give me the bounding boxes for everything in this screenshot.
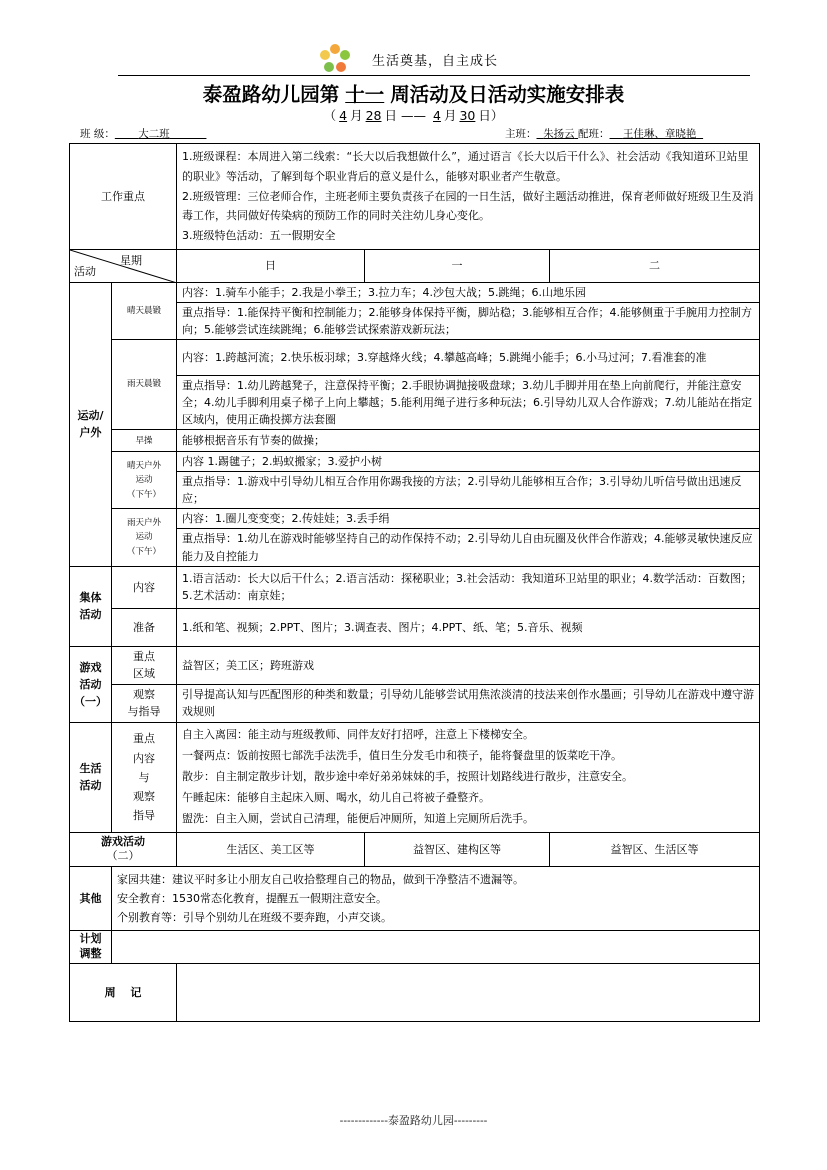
weekly-note-label: 周 记 bbox=[70, 963, 177, 1021]
end-day: 30 bbox=[459, 108, 476, 123]
end-month: 4 bbox=[432, 108, 441, 123]
lead-name: 朱扬云 bbox=[543, 128, 575, 140]
game1-label-line: （一） bbox=[74, 694, 107, 708]
rainy-afternoon-content: 内容：1.圈儿变变变；2.传娃娃；3.丢手绢 bbox=[177, 509, 760, 529]
header-divider bbox=[118, 75, 750, 76]
game2-cell-2: 益智区、生活区等 bbox=[550, 832, 760, 866]
week-number: 十一 bbox=[345, 83, 385, 106]
game2-cell-1: 益智区、建构区等 bbox=[365, 832, 550, 866]
work-focus-label: 工作重点 bbox=[70, 144, 177, 250]
game1-guide-label-line: 与指导 bbox=[127, 705, 161, 719]
game1-guide-label-line: 观察 bbox=[133, 687, 155, 701]
life-item: 一餐两点：饭前按照七部洗手法洗手，值日生分发毛巾和筷子，能将餐盘里的饭菜吃干净。 bbox=[182, 749, 622, 763]
game1-area-label bbox=[112, 646, 177, 684]
activity-label: 活动 bbox=[74, 264, 96, 278]
life-sub-label-line: 重点 bbox=[133, 732, 155, 746]
sunny-afternoon-label bbox=[112, 452, 177, 509]
life-label-line: 生活 bbox=[79, 762, 102, 776]
sunny-morning-label: 晴天晨锻 bbox=[112, 283, 177, 340]
other-item: 个别教育等：引导个别幼儿在班级不要奔跑，小声交谈。 bbox=[117, 911, 392, 925]
game1-guide: 引导提高认知与匹配图形的种类和数量；引导幼儿能够尝试用焦浓淡清的技法来创作水墨画；引导幼儿在游戏中遵守游戏规则 bbox=[177, 684, 760, 722]
sunny-afternoon-label-line: 运动 bbox=[135, 475, 153, 486]
end-month-label: 月 bbox=[443, 108, 457, 123]
game2-label-line: 游戏活动 bbox=[101, 834, 145, 848]
work-focus-item: 2.班级管理：三位老师合作，主班老师主要负责孩子在园的一日生活，做好主题活动推进，保育老师做好班级卫生及消毒工作，共同做好传染病的预防工作的同时关注幼儿身心变化。 bbox=[182, 189, 754, 223]
life-section-label bbox=[70, 722, 112, 832]
group-prep: 1.纸和笔、视频；2.PPT、图片；3.调查表、图片；4.PPT、纸、笔；5.音乐、视频 bbox=[177, 608, 760, 646]
assist-label: 配班： bbox=[578, 128, 610, 140]
work-focus-row bbox=[70, 144, 760, 250]
game1-label-line: 游戏 bbox=[79, 660, 102, 674]
end-day-label: 日 bbox=[478, 108, 491, 123]
sunny-afternoon-content-row bbox=[70, 452, 760, 472]
schedule-table bbox=[69, 143, 760, 1022]
game2-section-label bbox=[70, 832, 177, 866]
flower-logo-icon bbox=[318, 42, 352, 76]
start-day-label: 日 bbox=[384, 108, 398, 123]
page-footer: -------------泰盈路幼儿园--------- bbox=[339, 1114, 488, 1127]
group-label-line: 集体 bbox=[79, 591, 102, 605]
plan-adjust-label-line: 计划 bbox=[79, 931, 102, 945]
game1-guide-row bbox=[70, 684, 760, 722]
day-column-2: 二 bbox=[550, 250, 760, 283]
life-sub-label-line: 观察 bbox=[133, 790, 155, 804]
page-title bbox=[0, 79, 827, 107]
other-content bbox=[112, 866, 760, 930]
group-content-label: 内容 bbox=[112, 566, 177, 608]
group-label-line: 活动 bbox=[79, 608, 102, 622]
rainy-afternoon-content-row bbox=[70, 509, 760, 529]
rainy-afternoon-label-line: （下午） bbox=[126, 546, 161, 557]
life-item: 盥洗：自主入厕，尝试自己清理，能便后冲厕所，知道上完厕所后洗手。 bbox=[182, 811, 534, 825]
game1-area-row bbox=[70, 646, 760, 684]
work-focus-item: 1.班级课程：本周进入第二线索：“长大以后我想做什么”，通过语言《长大以后干什么》、社会活动《我知道环卫站里的职业》等活动，了解到每个职业背后的意义是什么，能够对职业者产生敬意。 bbox=[182, 150, 749, 183]
life-sub-label-line: 指导 bbox=[133, 809, 155, 823]
lead-label: 主班： bbox=[505, 128, 537, 140]
outdoor-section-label: 运动/户外 bbox=[70, 283, 112, 567]
life-sub-label bbox=[112, 722, 177, 832]
title-suffix: 周活动及日活动实施安排表 bbox=[390, 83, 625, 106]
sunny-afternoon-label-line: （下午） bbox=[126, 489, 161, 500]
day-column-1: 一 bbox=[365, 250, 550, 283]
other-item: 家园共建：建议平时多让小朋友自己收拾整理自己的物品，做到干净整洁不遗漏等。 bbox=[117, 872, 524, 886]
other-item: 安全教育：1530常态化教育，提醒五一假期注意安全。 bbox=[117, 891, 387, 905]
group-section-label bbox=[70, 566, 112, 646]
sunny-afternoon-focus: 重点指导：1.游戏中引导幼儿相互合作用你踢我接的方法；2.引导幼儿能够相互合作；3.引导幼儿听信号做出迅速反应； bbox=[177, 472, 760, 509]
sunny-afternoon-content: 内容 1.踢毽子；2.蚂蚁搬家；3.爱护小树 bbox=[177, 452, 760, 472]
weekly-note-content bbox=[177, 963, 760, 1021]
start-month: 4 bbox=[339, 108, 348, 123]
rainy-morning-content-row bbox=[70, 340, 760, 376]
assist-value bbox=[610, 128, 704, 140]
work-focus-content bbox=[177, 144, 760, 250]
start-day: 28 bbox=[365, 108, 382, 123]
date-close: ） bbox=[490, 108, 504, 123]
exercise-row bbox=[70, 430, 760, 452]
group-prep-label: 准备 bbox=[112, 608, 177, 646]
other-section-label: 其他 bbox=[70, 866, 112, 930]
date-dash: —— bbox=[401, 108, 426, 123]
life-item: 散步：自主制定散步计划，散步途中牵好弟弟妹妹的手，按照计划路线进行散步，注意安全。 bbox=[182, 769, 633, 783]
weekday-activity-corner bbox=[70, 250, 177, 283]
game1-section-label bbox=[70, 646, 112, 722]
weekly-note-row bbox=[70, 963, 760, 1021]
group-prep-row bbox=[70, 608, 760, 646]
exercise-text: 能够根据音乐有节奏的做操； bbox=[177, 430, 760, 452]
teacher-info bbox=[505, 126, 703, 141]
work-focus-item: 3.班级特色活动：五一假期安全 bbox=[182, 229, 336, 243]
group-content-row bbox=[70, 566, 760, 608]
game2-cell-0: 生活区、美工区等 bbox=[177, 832, 365, 866]
group-content: 1.语言活动：长大以后干什么；2.语言活动：探秘职业；3.社会活动：我知道环卫站里的职业；4.数学活动：百数图；5.艺术活动：南京娃； bbox=[177, 566, 760, 608]
title-prefix: 泰盈路幼儿园第 bbox=[202, 83, 340, 106]
rainy-afternoon-label-line: 雨天户外 bbox=[126, 517, 161, 528]
plan-adjust-row bbox=[70, 930, 760, 963]
plan-adjust-content bbox=[112, 930, 760, 963]
exercise-label: 早操 bbox=[112, 430, 177, 452]
class-value bbox=[115, 128, 207, 140]
life-label-line: 活动 bbox=[79, 779, 102, 793]
weekday-label: 星期 bbox=[120, 254, 142, 267]
life-row bbox=[70, 722, 760, 832]
start-month-label: 月 bbox=[350, 108, 363, 123]
plan-adjust-label-line: 调整 bbox=[79, 946, 102, 960]
lead-value bbox=[537, 128, 579, 140]
life-item: 午睡起床：能够自主起床入厕、喝水，幼儿自己将被子叠整齐。 bbox=[182, 790, 490, 804]
class-info bbox=[80, 126, 206, 141]
rainy-afternoon-label-line: 运动 bbox=[135, 532, 153, 543]
game1-area-label-line: 重点 bbox=[133, 649, 155, 663]
game1-guide-label bbox=[112, 684, 177, 722]
class-name: 大二班 bbox=[138, 128, 170, 140]
motto: 生活奠基，自主成长 bbox=[372, 54, 499, 69]
rainy-morning-label: 雨天晨锻 bbox=[112, 340, 177, 430]
sunny-morning-content: 内容：1.骑车小能手；2.我是小拳王；3.拉力车；4.沙包大战；5.跳绳；6.山地乐园 bbox=[177, 283, 760, 303]
rainy-morning-focus: 重点指导：1.幼儿跨越凳子，注意保持平衡；2.手眼协调抛接吸盘球；3.幼儿手脚并用在垫上向前爬行，并能注意安全；4.幼儿手脚利用桌子梯子上向上攀越；5.能利用绳子进行多种玩法；6.引导幼儿双人合作游戏；7.幼儿能站在指定区域内，使用正确投掷方法套圈 bbox=[177, 376, 760, 430]
day-column-0: 日 bbox=[177, 250, 365, 283]
rainy-afternoon-focus: 重点指导：1.幼儿在游戏时能够坚持自己的动作保持不动；2.引导幼儿自由玩圈及伙伴合作游戏；4.能够灵敏快速反应能力及自控能力 bbox=[177, 529, 760, 566]
rainy-afternoon-label bbox=[112, 509, 177, 566]
life-content bbox=[177, 722, 760, 832]
other-row bbox=[70, 866, 760, 930]
assist-name: 王佳琳、章晓艳 bbox=[622, 128, 697, 140]
date-open: （ bbox=[323, 108, 337, 123]
sunny-morning-focus: 重点指导：1.能保持平衡和控制能力；2.能够身体保持平衡，脚站稳；3.能够相互合作；4.能够侧重于手腕用力控制方向；5.能够尝试连续跳绳；6.能够尝试探索游戏新玩法； bbox=[177, 303, 760, 340]
game2-row bbox=[70, 832, 760, 866]
sunny-afternoon-label-line: 晴天户外 bbox=[126, 460, 161, 471]
game1-area: 益智区；美工区；跨班游戏 bbox=[177, 646, 760, 684]
plan-adjust-label bbox=[70, 930, 112, 963]
game1-area-label-line: 区域 bbox=[133, 667, 155, 681]
game1-label-line: 活动 bbox=[79, 677, 102, 691]
rainy-morning-content: 内容：1.跨越河流；2.快乐板羽球；3.穿越烽火线；4.攀越高峰；5.跳绳小能手；6.小马过河；7.看准套的准 bbox=[177, 340, 760, 376]
sunny-morning-content-row bbox=[70, 283, 760, 303]
weekday-header-row bbox=[70, 250, 760, 283]
class-label: 班 级： bbox=[80, 128, 115, 140]
life-sub-label-line: 与 bbox=[138, 770, 150, 784]
date-range bbox=[0, 106, 827, 124]
life-item: 自主入离园：能主动与班级教师、同伴友好打招呼，注意上下楼梯安全。 bbox=[182, 728, 534, 742]
life-sub-label-line: 内容 bbox=[133, 751, 155, 765]
game2-label-line: （二） bbox=[106, 849, 140, 863]
